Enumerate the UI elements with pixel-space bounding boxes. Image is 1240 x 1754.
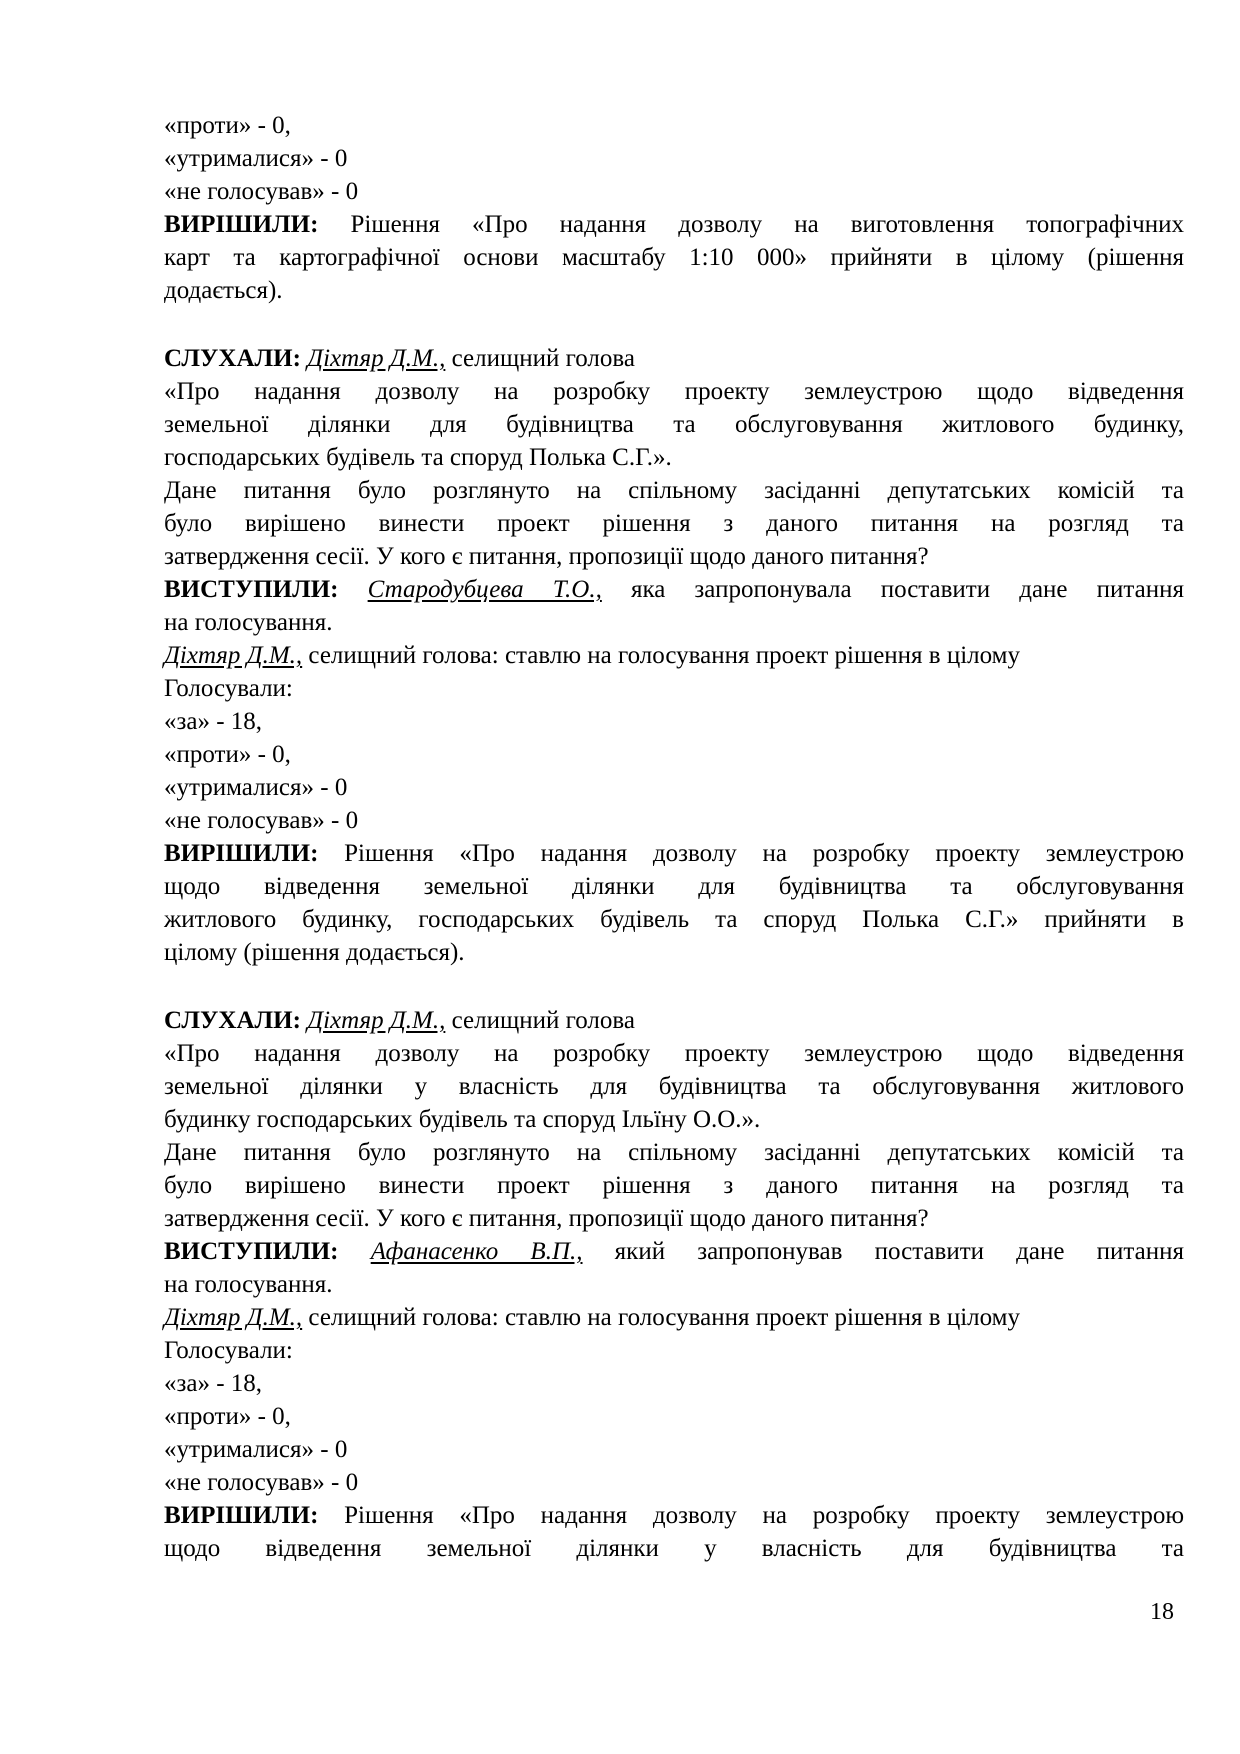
vote-abstained: «утрималися» - 0 <box>164 145 348 172</box>
decision-text-line: житлового будинку, господарських будівель та споруд Полька С.Г.» прийняти в <box>164 906 1184 933</box>
decision-text-line: карт та картографічної основи масштабу 1:10 000» прийняти в цілому (рішення <box>164 244 1184 271</box>
agenda-text-line: «Про надання дозволу на розробку проекту землеустрою щодо відведення <box>164 378 1184 405</box>
vote-abstained: «утрималися» - 0 <box>164 774 348 801</box>
decision-text-line: щодо відведення земельної ділянки для будівництва та обслуговування <box>164 873 1184 900</box>
chair-text: селищний голова: ставлю на голосування проект рішення в цілому <box>302 642 1020 669</box>
vote-not-voted: «не голосував» - 0 <box>164 1469 359 1496</box>
decision-line <box>164 208 1184 242</box>
spoke-text-line: на голосування. <box>164 609 333 636</box>
agenda-text-line: господарських будівель та споруд Полька С.Г.». <box>164 444 672 471</box>
heard-line <box>164 342 1184 376</box>
spoke-text-line: на голосування. <box>164 1271 333 1298</box>
paragraph-line: було вирішено винести проект рішення з даного питання на розгляд та <box>164 1172 1184 1199</box>
decision-line <box>164 1499 1184 1533</box>
paragraph-line: Дане питання було розглянуто на спільному засіданні депутатських комісій та <box>164 477 1184 504</box>
vote-not-voted: «не голосував» - 0 <box>164 807 359 834</box>
speaker-role: селищний голова <box>445 1007 635 1034</box>
vote-against: «проти» - 0, <box>164 741 291 768</box>
agenda-text-line: будинку господарських будівель та споруд Ільїну О.О.». <box>164 1106 761 1133</box>
decision-text-line: щодо відведення земельної ділянки у власність для будівництва та <box>164 1535 1184 1562</box>
decision-text-line: цілому (рішення додається). <box>164 939 465 966</box>
spoke-text: яка запропонувала поставити дане питання <box>601 576 1184 603</box>
vote-for: «за» - 18, <box>164 1370 263 1397</box>
spoke-label: ВИСТУПИЛИ: <box>164 1238 339 1265</box>
speaker-name: Стародубцева Т.О., <box>367 576 602 603</box>
vote-against: «проти» - 0, <box>164 1403 291 1430</box>
speaker-name: Афанасенко В.П., <box>370 1238 583 1265</box>
heard-line <box>164 1004 1184 1038</box>
decision-label: ВИРІШИЛИ: <box>164 840 319 867</box>
vote-not-voted: «не голосував» - 0 <box>164 178 359 205</box>
chair-line <box>164 1301 1184 1335</box>
decision-text-line: додається). <box>164 277 283 304</box>
chair-line <box>164 639 1184 673</box>
paragraph-line: затвердження сесії. У кого є питання, пропозиції щодо даного питання? <box>164 1205 929 1232</box>
agenda-text-line: земельної ділянки у власність для будівництва та обслуговування житлового <box>164 1073 1184 1100</box>
vote-against: «проти» - 0, <box>164 112 291 139</box>
decision-text: Рішення «Про надання дозволу на розробку проекту землеустрою <box>318 1502 1184 1529</box>
spoke-line <box>164 1235 1184 1269</box>
agenda-text-line: земельної ділянки для будівництва та обслуговування житлового будинку, <box>164 411 1184 438</box>
voted-label: Голосували: <box>164 675 293 702</box>
heard-label: СЛУХАЛИ: <box>164 1007 301 1034</box>
speaker-name: Діхтяр Д.М., <box>164 1304 303 1331</box>
spoke-label: ВИСТУПИЛИ: <box>164 576 339 603</box>
speaker-role: селищний голова <box>445 345 635 372</box>
speaker-name: Діхтяр Д.М., <box>307 1007 446 1034</box>
decision-text: Рішення «Про надання дозволу на розробку проекту землеустрою <box>318 840 1184 867</box>
decision-text: Рішення «Про надання дозволу на виготовлення топографічних <box>318 211 1184 238</box>
voted-label: Голосували: <box>164 1337 293 1364</box>
spoke-line <box>164 573 1184 607</box>
decision-label: ВИРІШИЛИ: <box>164 211 319 238</box>
agenda-text-line: «Про надання дозволу на розробку проекту землеустрою щодо відведення <box>164 1040 1184 1067</box>
speaker-name: Діхтяр Д.М., <box>164 642 303 669</box>
paragraph-line: було вирішено винести проект рішення з даного питання на розгляд та <box>164 510 1184 537</box>
decision-line <box>164 837 1184 871</box>
speaker-name: Діхтяр Д.М., <box>307 345 446 372</box>
vote-for: «за» - 18, <box>164 708 263 735</box>
heard-label: СЛУХАЛИ: <box>164 345 301 372</box>
spoke-text: який запропонував поставити дане питання <box>582 1238 1184 1265</box>
decision-label: ВИРІШИЛИ: <box>164 1502 319 1529</box>
page-number: 18 <box>1150 1599 1174 1625</box>
vote-abstained: «утрималися» - 0 <box>164 1436 348 1463</box>
paragraph-line: Дане питання було розглянуто на спільному засіданні депутатських комісій та <box>164 1139 1184 1166</box>
chair-text: селищний голова: ставлю на голосування проект рішення в цілому <box>302 1304 1020 1331</box>
paragraph-line: затвердження сесії. У кого є питання, пропозиції щодо даного питання? <box>164 543 929 570</box>
